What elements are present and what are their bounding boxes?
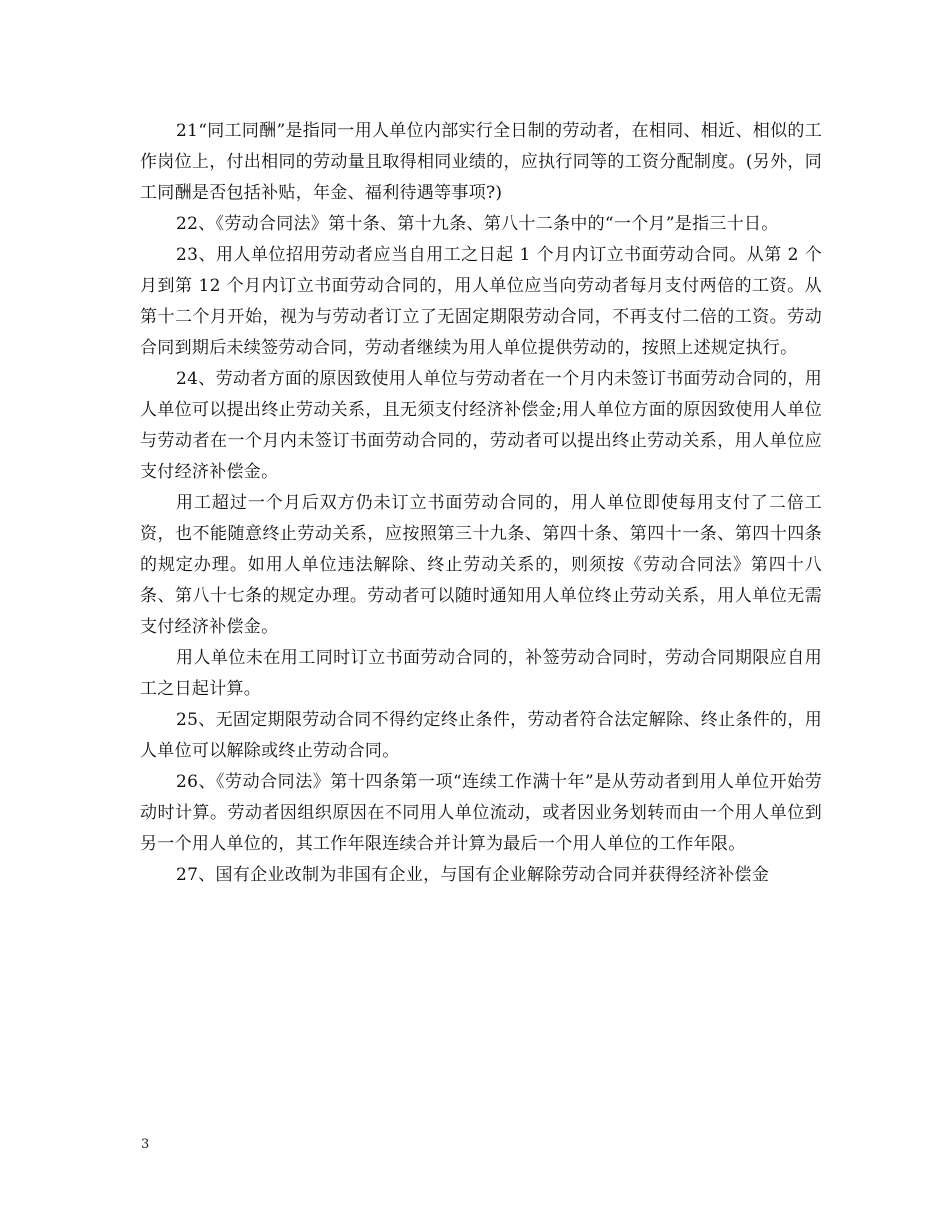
document-body bbox=[140, 116, 822, 891]
page-number: 3 bbox=[141, 1137, 150, 1152]
paragraph-27: 27、国有企业改制为非国有企业，与国有企业解除劳动合同并获得经济补偿金 bbox=[176, 865, 770, 885]
paragraph-22: 22、《劳动合同法》第十条、第十九条、第八十二条中的“一个月”是指三十日。 bbox=[176, 214, 779, 234]
paragraph-25: 25、无固定期限劳动合同不得约定终止条件，劳动者符合法定解除、终止条件的，用人单位可以解除或终止劳动合同。 bbox=[140, 710, 822, 761]
paragraph-23: 23、用人单位招用劳动者应当自用工之日起 1 个月内订立书面劳动合同。从第 2 个月到第 12 个月内订立书面劳动合同的，用人单位应当向劳动者每月支付两倍的工资。从第十二个月开始，视为与劳动者订立了无固定期限劳动合同，不再支付二倍的工资。劳动合同到期后未续签劳动合同，劳动者继续为用人单位提供劳动的，按照上述规定执行。 bbox=[140, 245, 822, 358]
paragraph-26: 26、《劳动合同法》第十四条第一项“连续工作满十年”是从劳动者到用人单位开始劳动时计算。劳动者因组织原因在不同用人单位流动，或者因业务划转而由一个用人单位到另一个用人单位的，其工作年限连续合并计算为最后一个用人单位的工作年限。 bbox=[140, 772, 822, 854]
paragraph-21: 21“同工同酬”是指同一用人单位内部实行全日制的劳动者，在相同、相近、相似的工作岗位上，付出相同的劳动量且取得相同业绩的，应执行同等的工资分配制度。(另外，同工同酬是否包括补贴，年金、福利待遇等事项?) bbox=[140, 121, 822, 203]
paragraph-24-continued-2: 用人单位未在用工同时订立书面劳动合同的，补签劳动合同时，劳动合同期限应自用工之日起计算。 bbox=[140, 648, 822, 699]
paragraph-24: 24、劳动者方面的原因致使用人单位与劳动者在一个月内未签订书面劳动合同的，用人单位可以提出终止劳动关系，且无须支付经济补偿金;用人单位方面的原因致使用人单位与劳动者在一个月内未签订书面劳动合同的，劳动者可以提出终止劳动关系，用人单位应支付经济补偿金。 bbox=[140, 369, 822, 482]
paragraph-24-continued-1: 用工超过一个月后双方仍未订立书面劳动合同的，用人单位即使每用支付了二倍工资，也不能随意终止劳动关系，应按照第三十九条、第四十条、第四十一条、第四十四条的规定办理。如用人单位违法解除、终止劳动关系的，则须按《劳动合同法》第四十八条、第八十七条的规定办理。劳动者可以随时通知用人单位终止劳动关系，用人单位无需支付经济补偿金。 bbox=[140, 493, 822, 637]
